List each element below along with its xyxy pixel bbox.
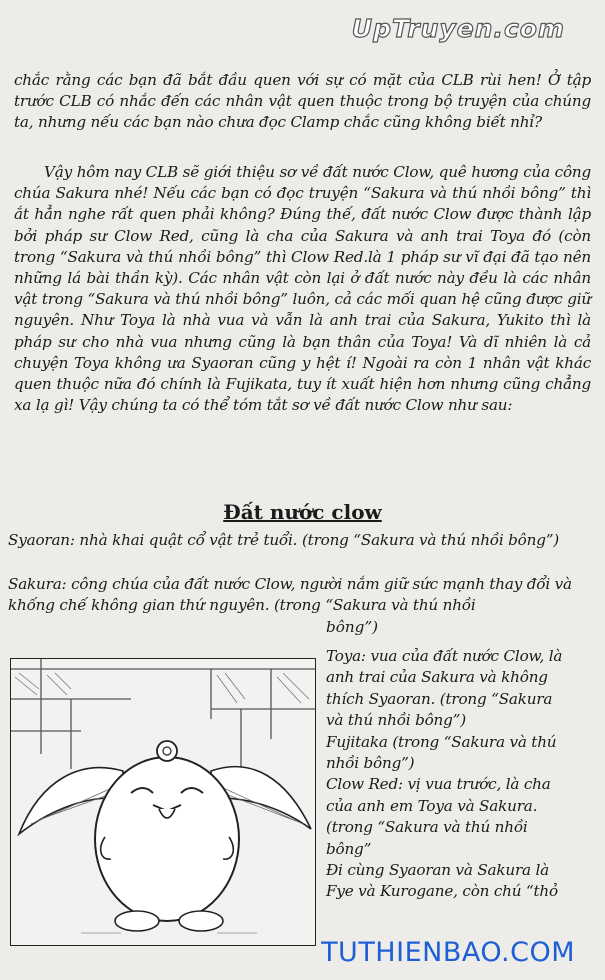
- intro-paragraph: chắc rằng các bạn đã bắt đầu quen với sự có mặt của CLB rùi hen! Ở tập trước CLB có nhắc đến các nhân vật quen thuộc trong bộ truyện của chúng ta, nhưng nếu các bạn nào chưa đọc Clamp chắc cũng không biết nhỉ?: [14, 71, 591, 132]
- entry-toya: Toya: vua của đất nước Clow, là anh trai của Sakura và không thích Syaoran. (trong “Sakura và thú nhồi bông”): [326, 647, 563, 730]
- section-heading: Đất nước clow: [223, 500, 382, 524]
- character-list-right: [326, 646, 572, 903]
- entry-syaoran: Syaoran: nhà khai quật cổ vật trẻ tuổi. (trong “Sakura và thú nhồi bông”): [8, 531, 560, 549]
- watermark-tuthienbao: TUTHIENBAO.COM: [321, 937, 575, 968]
- entry-sakura-continued: bông”): [326, 618, 379, 636]
- entry-travel-companions: Đi cùng Syaoran và Sakura là Fye và Kurogane, còn chú “thỏ: [326, 861, 558, 901]
- entry-clow-red: Clow Red: vị vua trước, là cha của anh em Toya và Sakura. (trong “Sakura và thú nhồi bông”: [326, 775, 551, 858]
- entry-fujitaka: Fujitaka (trong “Sakura và thú nhồi bông”): [326, 732, 557, 773]
- mokona-illustration: [10, 658, 316, 946]
- watermark-uptruyen: UpTruyen.com: [351, 14, 565, 43]
- entry-sakura: Sakura: công chúa của đất nước Clow, người nắm giữ sức mạnh thay đổi và khống chế không gian thứ nguyên. (trong “Sakura và thú nhồi: [8, 575, 572, 615]
- clow-paragraph: Vậy hôm nay CLB sẽ giới thiệu sơ về đất nước Clow, quê hương của công chúa Sakura nhé! Nếu các bạn có đọc truyện “Sakura và thú nhồi bông” thì ắt hẳn nghe rất quen phải không? Đúng thế, đất nước Clow được thành lập bởi pháp sư Clow Red, cũng là cha của Sakura và anh trai Toya đó (còn trong “Sakura và thú nhồi bông” thì Clow Red.là 1 pháp sư vĩ đại đã tạo nên những lá bài thần kỳ). Các nhân vật còn lại ở đất nước này đều là các nhân vật trong “Sakura và thú nhồi bông” luôn, cả các mối quan hệ cũng được giữ nguyên. Như Toya là nhà vua và vẫn là anh trai của Sakura, Yukito thì là pháp sư cho nhà vua nhưng cũng là bạn thân của Toya! Và dĩ nhiên là cả chuyện Toya không ưa Syaoran cũng y hệt í! Ngoài ra còn 1 nhân vật khác quen thuộc nữa đó chính là Fujikata, tuy ít xuất hiện hơn nhưng cũng chẳng xa lạ gì! Vậy chúng ta có thể tóm tắt sơ về đất nước Clow như sau:: [14, 163, 591, 415]
- mokona-drawing: [11, 659, 315, 945]
